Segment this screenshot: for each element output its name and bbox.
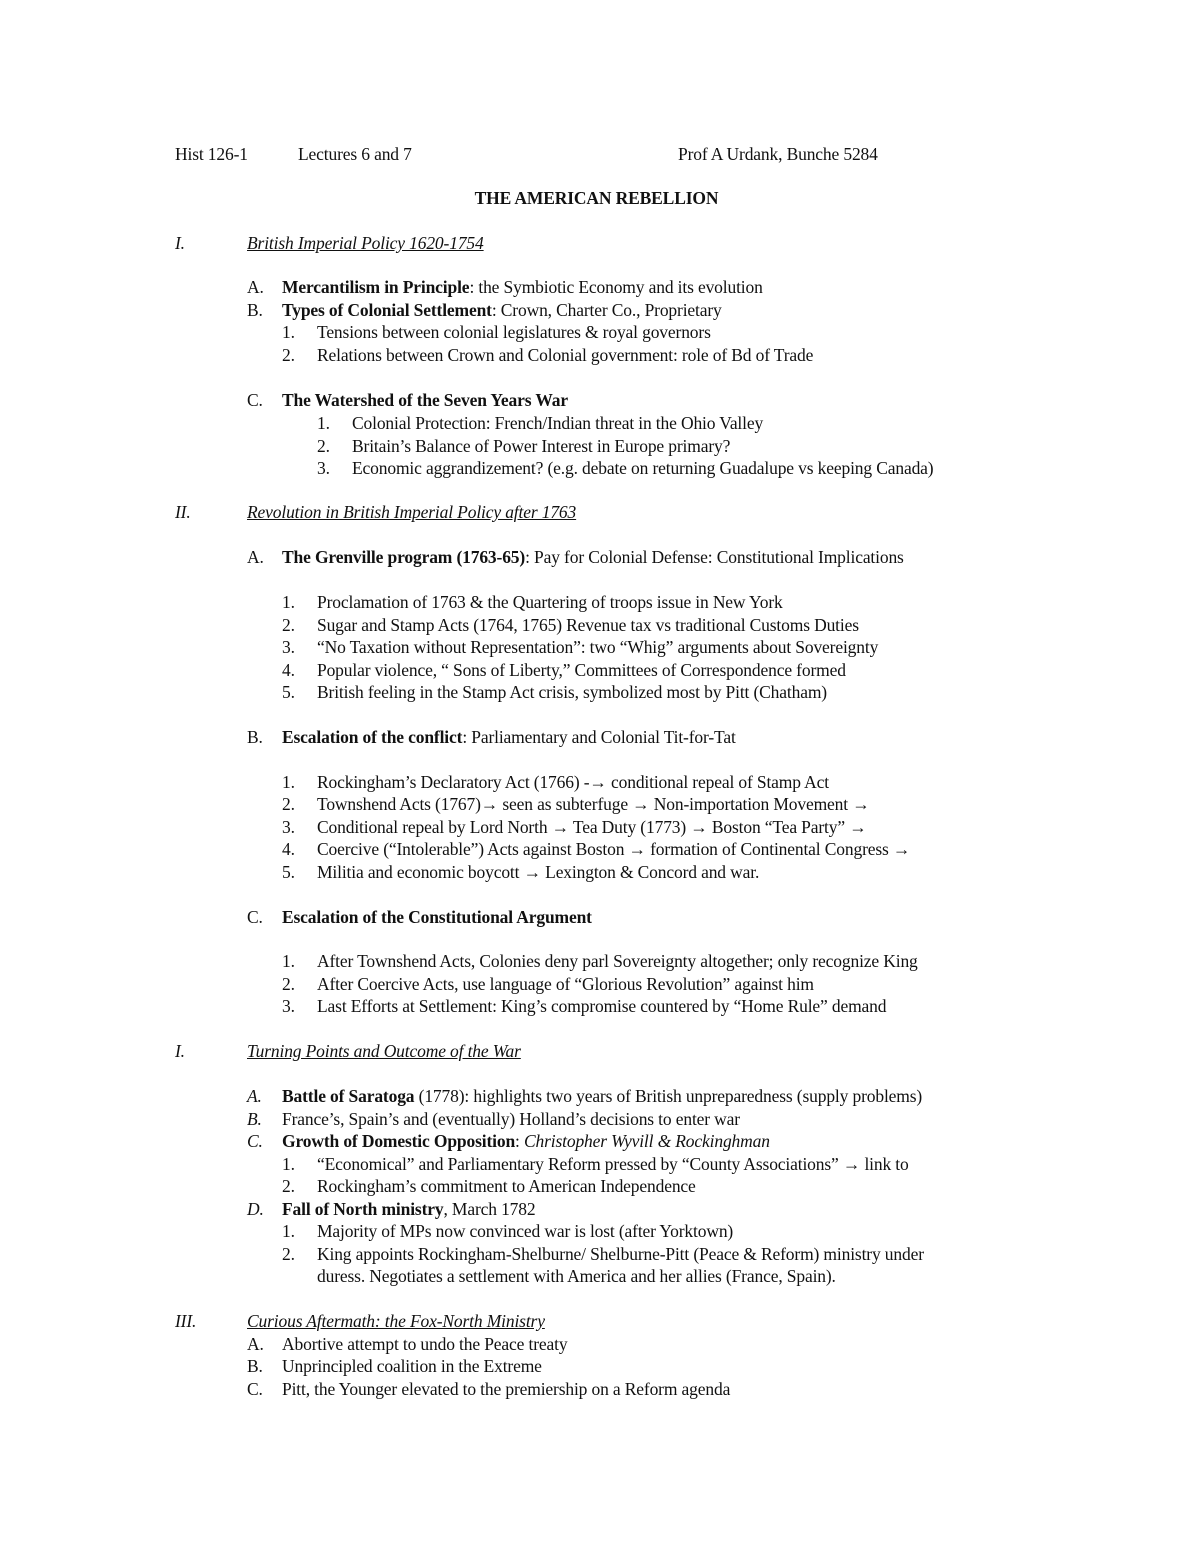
list-item: King appoints Rockingham-Shelburne/ Shelburne-Pitt (Peace & Reform) ministry under <box>317 1244 924 1264</box>
list-item-number: 2. <box>317 436 330 456</box>
list-item: Popular violence, “ Sons of Liberty,” Committees of Correspondence formed <box>317 660 846 680</box>
list-item: Sugar and Stamp Acts (1764, 1765) Revenue tax vs traditional Customs Duties <box>317 615 859 635</box>
list-item-number: 1. <box>282 592 295 612</box>
list-item: Rockingham’s Declaratory Act (1766) -→ conditional repeal of Stamp Act <box>317 772 829 792</box>
section-1-a-label: A. <box>247 277 264 297</box>
list-item-number: 3. <box>317 458 330 478</box>
list-item-number: 2. <box>282 615 295 635</box>
section-4-a-label: A. <box>247 1334 264 1354</box>
section-1-title: British Imperial Policy 1620-1754 <box>247 233 484 253</box>
list-item: Rockingham’s commitment to American Independence <box>317 1176 696 1196</box>
list-item: Townshend Acts (1767)→ seen as subterfuge → Non-importation Movement → <box>317 794 870 814</box>
section-3-c-text: Growth of Domestic Opposition: Christopher Wyvill & Rockinghman <box>282 1131 770 1151</box>
list-item: Tensions between colonial legislatures & royal governors <box>317 322 711 342</box>
list-item: Economic aggrandizement? (e.g. debate on returning Guadalupe vs keeping Canada) <box>352 458 934 478</box>
section-1-a-text: Mercantilism in Principle: the Symbiotic Economy and its evolution <box>282 277 763 297</box>
list-item-number: 4. <box>282 660 295 680</box>
section-4-c-label: C. <box>247 1379 263 1399</box>
list-item-number: 1. <box>282 772 295 792</box>
list-item-number: 3. <box>282 817 295 837</box>
section-4-title: Curious Aftermath: the Fox-North Ministry <box>247 1311 545 1331</box>
section-1-b-label: B. <box>247 300 263 320</box>
section-4-c-text: Pitt, the Younger elevated to the premiership on a Reform agenda <box>282 1379 731 1399</box>
list-item: Colonial Protection: French/Indian threat in the Ohio Valley <box>352 413 764 433</box>
list-item: After Coercive Acts, use language of “Glorious Revolution” against him <box>317 974 814 994</box>
section-4-numeral: III. <box>175 1311 197 1331</box>
section-2-a-label: A. <box>247 547 264 567</box>
course-code: Hist 126-1 <box>175 144 248 164</box>
section-2-a-text: The Grenville program (1763-65): Pay for Colonial Defense: Constitutional Implications <box>282 547 904 567</box>
list-item-number: 1. <box>282 1154 295 1174</box>
section-3-a-label: A. <box>247 1086 262 1106</box>
list-item-number: 3. <box>282 637 295 657</box>
list-item-number: 2. <box>282 345 295 365</box>
section-1-c-label: C. <box>247 390 263 410</box>
list-item: Conditional repeal by Lord North → Tea Duty (1773) → Boston “Tea Party” → <box>317 817 867 837</box>
list-item-number: 1. <box>282 951 295 971</box>
section-4-b-label: B. <box>247 1356 263 1376</box>
section-3-b-text: France’s, Spain’s and (eventually) Holland’s decisions to enter war <box>282 1109 740 1129</box>
list-item: Last Efforts at Settlement: King’s compromise countered by “Home Rule” demand <box>317 996 887 1016</box>
section-3-b-label: B. <box>247 1109 262 1129</box>
section-3-c-label: C. <box>247 1131 263 1151</box>
list-item-number: 2. <box>282 1176 295 1196</box>
list-item: Coercive (“Intolerable”) Acts against Boston → formation of Continental Congress → <box>317 839 911 859</box>
section-2-numeral: II. <box>175 502 191 522</box>
section-3-numeral: I. <box>175 1041 185 1061</box>
list-item: Militia and economic boycott → Lexington & Concord and war. <box>317 862 760 882</box>
section-4-a-text: Abortive attempt to undo the Peace treaty <box>282 1334 568 1354</box>
section-1-b-text: Types of Colonial Settlement: Crown, Charter Co., Proprietary <box>282 300 722 320</box>
list-item: British feeling in the Stamp Act crisis, symbolized most by Pitt (Chatham) <box>317 682 827 702</box>
professor-info: Prof A Urdank, Bunche 5284 <box>678 144 878 164</box>
section-1-numeral: I. <box>175 233 185 253</box>
section-2-title: Revolution in British Imperial Policy after 1763 <box>247 502 577 522</box>
list-item-number: 1. <box>282 322 295 342</box>
section-1-c-text: The Watershed of the Seven Years War <box>282 390 568 410</box>
section-3-d-label: D. <box>247 1199 264 1219</box>
list-item: Majority of MPs now convinced war is lost (after Yorktown) <box>317 1221 734 1241</box>
document-title: THE AMERICAN REBELLION <box>474 188 719 208</box>
section-3-a-text: Battle of Saratoga (1778): highlights two years of British unpreparedness (supply problems) <box>282 1086 923 1106</box>
section-2-b-text: Escalation of the conflict: Parliamentary and Colonial Tit-for-Tat <box>282 727 736 747</box>
list-item-number: 5. <box>282 862 295 882</box>
section-3-title: Turning Points and Outcome of the War <box>247 1041 521 1061</box>
list-item: Relations between Crown and Colonial government: role of Bd of Trade <box>317 345 814 365</box>
list-item-number: 1. <box>282 1221 295 1241</box>
list-item: After Townshend Acts, Colonies deny parl Sovereignty altogether; only recognize King <box>317 951 918 971</box>
list-item: Britain’s Balance of Power Interest in Europe primary? <box>352 436 731 456</box>
section-2-c-label: C. <box>247 907 263 927</box>
list-item-number: 4. <box>282 839 295 859</box>
section-2-c-text: Escalation of the Constitutional Argument <box>282 907 592 927</box>
list-item-continuation: duress. Negotiates a settlement with America and her allies (France, Spain). <box>317 1266 836 1286</box>
list-item-number: 2. <box>282 794 295 814</box>
section-3-d-text: Fall of North ministry, March 1782 <box>282 1199 536 1219</box>
section-2-b-label: B. <box>247 727 263 747</box>
list-item-number: 5. <box>282 682 295 702</box>
list-item-number: 1. <box>317 413 330 433</box>
list-item-number: 3. <box>282 996 295 1016</box>
list-item-number: 2. <box>282 1244 295 1264</box>
list-item-number: 2. <box>282 974 295 994</box>
lecture-numbers: Lectures 6 and 7 <box>298 144 412 164</box>
list-item: “No Taxation without Representation”: two “Whig” arguments about Sovereignty <box>317 637 879 657</box>
list-item: Proclamation of 1763 & the Quartering of troops issue in New York <box>317 592 783 612</box>
section-4-b-text: Unprincipled coalition in the Extreme <box>282 1356 542 1376</box>
list-item: “Economical” and Parliamentary Reform pressed by “County Associations” → link to <box>317 1154 909 1174</box>
